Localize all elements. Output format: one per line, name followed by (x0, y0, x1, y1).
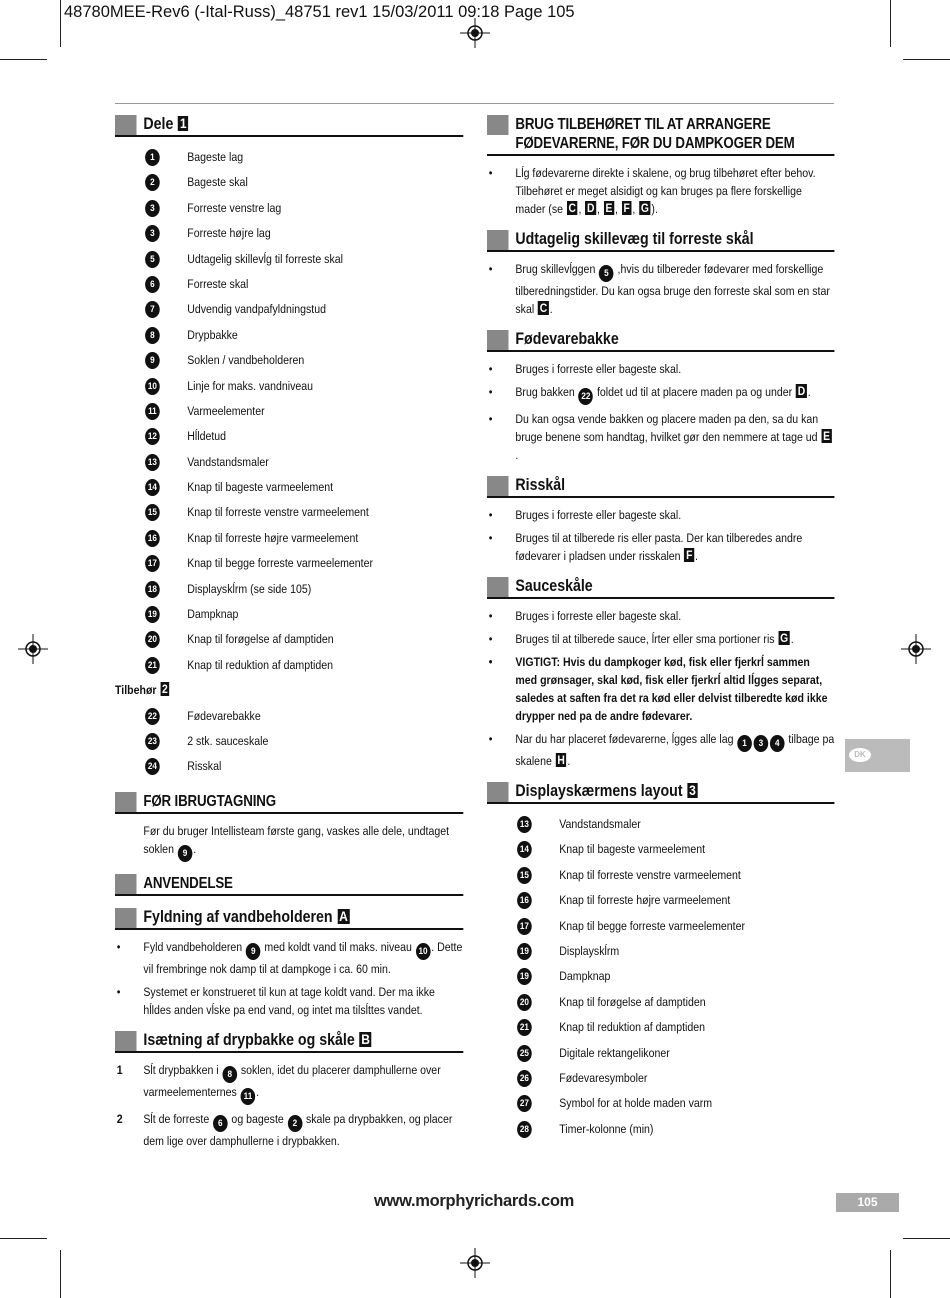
part-number-badge: 14 (145, 479, 160, 496)
part-number-badge: 2 (288, 1115, 303, 1132)
part-label: Fødevaresymboler (559, 1070, 648, 1085)
heading-marker (115, 115, 137, 135)
list-item (487, 1041, 834, 1066)
part-number-badge: 4 (770, 735, 785, 752)
list-item (487, 939, 834, 964)
text-run: og bageste (228, 1111, 287, 1126)
figure-letter-badge: E (605, 201, 613, 215)
part-label: Knap til forreste højre varmeelement (559, 893, 731, 908)
heading-marker (487, 476, 509, 496)
section-heading-text: Displayskærmens layout (515, 782, 683, 800)
list-item (115, 729, 463, 754)
text-run: soklen, idet du placerer damphullerne over varmeelementernes (143, 1062, 441, 1099)
heading-marker (115, 874, 137, 894)
list-item (487, 888, 834, 913)
crop-mark (60, 1250, 61, 1298)
bullet-item (487, 164, 834, 218)
part-number-badge: 23 (145, 733, 160, 750)
part-label: Dampknap (187, 607, 239, 622)
language-tab (845, 739, 910, 772)
list-item (115, 424, 463, 449)
bullet-marker: • (488, 508, 493, 522)
part-label: Fødevarebakke (187, 708, 261, 723)
heading-marker (115, 1031, 137, 1051)
part-number-badge: 8 (145, 327, 160, 344)
list-item (487, 1015, 834, 1040)
part-label: Risskal (187, 759, 222, 774)
list-item (115, 577, 463, 602)
section-heading-text: BRUG TILBEHØRET TIL AT ARRANGERE FØDEVARERNE, FØR DU DAMPKOGER DEM (515, 116, 795, 152)
part-label: Knap til bageste varmeelement (559, 842, 706, 857)
text-run: Nar du har placeret fødevarerne, ĺgges alle lag (515, 732, 737, 746)
list-item (487, 812, 834, 837)
part-number-badge: 16 (517, 892, 532, 909)
section-heading (487, 115, 834, 156)
part-number-badge: 26 (517, 1070, 532, 1087)
list-item (115, 627, 463, 652)
list-item (115, 500, 463, 525)
bullet-marker: • (488, 362, 493, 376)
crop-mark (0, 59, 47, 60)
list-item (115, 348, 463, 373)
part-number-badge: 10 (416, 943, 431, 960)
section-heading-text: Fødevarebakke (515, 330, 619, 348)
heading-marker (487, 577, 509, 597)
part-number-badge: 24 (145, 758, 160, 775)
text-run: , (597, 202, 603, 216)
part-label: Drypbakke (187, 327, 238, 342)
part-number-badge: 19 (517, 968, 532, 985)
part-label: Displayskĺrm (559, 943, 620, 958)
list-item (487, 863, 834, 888)
part-number-badge: 18 (145, 581, 160, 598)
bullet-item (487, 360, 834, 378)
section-heading-text: Risskål (515, 476, 566, 494)
section-heading-text: Udtagelig skillevæg til forreste skål (515, 230, 754, 248)
list-item (115, 526, 463, 551)
text-run: Bruges i forreste eller bageste skal. (515, 362, 682, 376)
part-number-badge: 20 (145, 631, 160, 648)
right-column (487, 115, 834, 1142)
list-item (487, 964, 834, 989)
list-item (115, 297, 463, 322)
bullet-item (487, 410, 834, 464)
left-column (115, 115, 463, 1155)
part-number-badge: 2 (145, 174, 160, 191)
list-item (115, 475, 463, 500)
part-number-badge: 10 (145, 378, 160, 395)
list-item (115, 704, 463, 729)
heading-marker (115, 792, 137, 812)
part-number-badge: 9 (145, 352, 160, 369)
figure-badge: 3 (689, 782, 696, 798)
bullet-item (487, 653, 834, 725)
bullet-item (487, 607, 834, 625)
part-label: Knap til reduktion af damptiden (187, 657, 334, 672)
bullet-marker: • (488, 609, 493, 623)
section-heading (487, 476, 834, 498)
text-run: . Dette vil frembringe nok damp til at dampkoge i ca. 60 min. (143, 939, 463, 976)
subheading (115, 678, 463, 703)
part-label: Knap til forreste højre varmeelement (187, 530, 359, 545)
part-number-badge: 25 (517, 1045, 532, 1062)
section-heading-text: Fyldning af vandbeholderen (143, 907, 333, 926)
part-label: Knap til forøgelse af damptiden (187, 632, 334, 647)
list-item (115, 272, 463, 297)
text-run: Du kan ogsa vende bakken og placere maden pa den, sa du kan bruge benene som handtag, hvilket gør den nemmere at tage ud (515, 412, 821, 444)
section-heading-text: Isætning af drypbakke og skåle (143, 1030, 355, 1049)
part-label: Forreste venstre lag (187, 200, 282, 215)
part-number-badge: 1 (145, 149, 160, 166)
part-number-badge: 19 (145, 606, 160, 623)
section-heading (115, 908, 463, 930)
list-item (115, 450, 463, 475)
registration-mark-icon (901, 634, 931, 664)
page-number: 105 (836, 1193, 899, 1212)
list-item (115, 196, 463, 221)
bullet-marker: • (488, 732, 493, 746)
text-run: Bruges til at tilberede ris eller pasta. Der kan tilberedes andre fødevarer i pladsen under risskalen (515, 531, 803, 563)
top-rule (115, 103, 834, 104)
part-number-badge: 21 (517, 1019, 532, 1036)
part-label: Digitale rektangelikoner (559, 1045, 670, 1060)
list-item (115, 551, 463, 576)
bullet-marker: • (488, 531, 493, 545)
subheading-text: Tilbehør (115, 683, 157, 698)
part-label: Forreste højre lag (187, 226, 271, 241)
bullet-marker: • (116, 939, 121, 954)
parts-list (115, 704, 463, 780)
text-run: , (614, 202, 621, 216)
heading-marker (487, 330, 509, 350)
heading-marker (487, 230, 509, 250)
part-label: Varmeelementer (187, 403, 265, 418)
text-run: . (515, 448, 519, 462)
registration-mark-icon (18, 634, 48, 664)
part-number-badge: 11 (241, 1088, 256, 1105)
text-run: VIGTIGT: Hvis du dampkoger kød, fisk eller fjerkrĺ sammen med grønsager, skal kød, fisk eller fjerkrĺ altid lĺgges separat, saledes at saften fra det ra kød eller delvist tilberedte kød ikke drypper ned pa de andre fødevarer. (515, 655, 828, 723)
list-item (487, 914, 834, 939)
figure-letter-badge: G (640, 201, 649, 215)
registration-mark-icon (460, 18, 490, 48)
parts-list (487, 812, 834, 1142)
list-item (487, 837, 834, 862)
bullet-item (487, 506, 834, 524)
section-heading (115, 792, 463, 814)
list-item (487, 990, 834, 1015)
text-run: Bruges i forreste eller bageste skal. (515, 609, 682, 623)
part-label: Forreste skal (187, 276, 249, 291)
part-number-badge: 9 (246, 943, 261, 960)
part-number-badge: 28 (517, 1121, 532, 1138)
part-label: Knap til begge forreste varmeelementer (187, 556, 373, 571)
part-label: Knap til forøgelse af damptiden (559, 994, 706, 1009)
figure-letter-badge: C (539, 301, 548, 315)
text-run: Før du bruger Intellisteam første gang, vaskes alle dele, undtaget soklen (143, 823, 450, 856)
figure-badge: A (339, 907, 348, 924)
crop-mark (890, 1250, 891, 1298)
part-number-badge: 13 (145, 454, 160, 471)
part-label: Knap til bageste varmeelement (187, 480, 334, 495)
list-item (115, 247, 463, 272)
part-number-badge: 20 (517, 994, 532, 1011)
part-number-badge: 19 (517, 943, 532, 960)
parts-list (115, 145, 463, 678)
figure-letter-badge: C (568, 201, 576, 215)
part-label: Dampknap (559, 969, 611, 984)
text-run: Bruges til at tilberede sauce, ĺrter eller sma portioner ris (515, 632, 778, 646)
part-label: Vandstandsmaler (187, 454, 269, 469)
part-number-badge: 11 (145, 403, 160, 420)
text-run: Brug bakken (515, 385, 578, 399)
text-run: ). (651, 202, 658, 216)
list-item (487, 1117, 834, 1142)
part-label: Knap til reduktion af damptiden (559, 1020, 706, 1035)
part-number-badge: 15 (145, 504, 160, 521)
text-run: ,hvis du tilbereder fødevarer med forskellige tilberedningstider. Du kan ogsa bruge den forreste skal som en star skal (515, 262, 830, 316)
part-label: 2 stk. sauceskale (187, 733, 269, 748)
part-number-badge: 3 (145, 225, 160, 242)
part-label: Bageste lag (187, 150, 244, 164)
crop-mark (890, 0, 891, 47)
figure-badge: B (361, 1030, 370, 1047)
bullet-item (487, 260, 834, 318)
section-heading (487, 782, 834, 804)
part-number-badge: 5 (145, 251, 160, 268)
figure-letter-badge: D (587, 201, 595, 215)
list-item (115, 653, 463, 678)
bullet-marker: • (488, 632, 493, 646)
list-item (115, 374, 463, 399)
list-item (115, 221, 463, 246)
part-label: Vandstandsmaler (559, 817, 641, 831)
bullet-item (115, 938, 463, 978)
text-run: . (549, 302, 553, 316)
paragraph (115, 822, 463, 862)
text-run: med koldt vand til maks. niveau (261, 939, 415, 954)
part-label: Timer-kolonne (min) (559, 1121, 654, 1136)
part-label: Linje for maks. vandniveau (187, 378, 314, 393)
bullet-item (487, 529, 834, 565)
part-label: Hĺldetud (187, 429, 227, 444)
text-run: foldet ud til at placere maden pa og under (594, 385, 796, 399)
part-label: Knap til begge forreste varmeelementer (559, 918, 745, 933)
figure-letter-badge: D (797, 384, 806, 398)
bullet-marker: • (488, 166, 493, 180)
part-number-badge: 8 (222, 1066, 237, 1083)
section-heading (487, 577, 834, 599)
part-number-badge: 13 (517, 816, 532, 833)
part-number-badge: 15 (517, 867, 532, 884)
website-url: www.morphyrichards.com (374, 1192, 575, 1210)
text-run: , (632, 202, 639, 216)
part-number-badge: 12 (145, 428, 160, 445)
text-run: . (694, 549, 698, 563)
print-slug: 48780MEE-Rev6 (-Ital-Russ)_48751 rev1 15/03/2011 09:18 Page 105 (64, 3, 575, 21)
crop-mark (903, 1238, 950, 1239)
list-item (115, 145, 463, 170)
step-number: 2 (116, 1111, 123, 1126)
part-number-badge: 6 (145, 276, 160, 293)
part-number-badge: 17 (145, 555, 160, 572)
part-number-badge: 22 (579, 388, 594, 405)
text-run: Sĺt de forreste (143, 1111, 213, 1126)
text-run: Fyld vandbeholderen (143, 939, 246, 954)
registration-mark-icon (460, 1248, 490, 1278)
part-label: Knap til forreste venstre varmeelement (559, 867, 741, 882)
part-label: Udvendig vandpafyldningstud (187, 302, 326, 317)
text-run: tilbage pa skalene (515, 732, 835, 768)
part-number-badge: 27 (517, 1095, 532, 1112)
section-heading (487, 330, 834, 352)
text-run: Brug skillevĺggen (515, 262, 599, 276)
text-run: Systemet er konstrueret til kun at tage koldt vand. Der ma ikke hĺldes anden vĺske pa end vand, og intet ma tilsĺttes vandet. (143, 984, 435, 1017)
figure-letter-badge: F (686, 548, 693, 562)
part-number-badge: 3 (145, 200, 160, 217)
part-number-badge: 14 (517, 841, 532, 858)
list-item (115, 323, 463, 348)
part-label: Displayskĺrm (se side 105) (187, 581, 312, 596)
part-number-badge: 21 (145, 657, 160, 674)
text-run: Sĺt drypbakken i (143, 1062, 222, 1077)
part-label: Soklen / vandbeholderen (187, 353, 305, 368)
text-run: , (578, 202, 585, 216)
heading-marker (487, 115, 509, 135)
section-heading-text: Sauceskåle (515, 577, 593, 595)
bullet-item (115, 983, 463, 1019)
text-run: . (256, 1084, 260, 1099)
list-item (115, 170, 463, 195)
list-item (115, 754, 463, 779)
figure-letter-badge: F (623, 201, 630, 215)
part-number-badge: 6 (213, 1115, 228, 1132)
section-heading (115, 874, 463, 896)
figure-letter-badge: G (780, 631, 789, 645)
part-number-badge: 1 (737, 735, 752, 752)
section-heading (115, 115, 463, 137)
text-run: Bruges i forreste eller bageste skal. (515, 508, 682, 522)
part-number-badge: 7 (145, 301, 160, 318)
language-tab-label: DK (849, 748, 871, 762)
bullet-marker: • (488, 655, 493, 669)
section-heading (115, 1031, 463, 1053)
part-label: Knap til forreste venstre varmeelement (187, 505, 369, 520)
section-heading-text: Dele (143, 115, 174, 133)
bullet-marker: • (488, 412, 493, 426)
crop-mark (903, 59, 950, 60)
bullet-marker: • (116, 984, 121, 999)
part-number-badge: 17 (517, 918, 532, 935)
list-item (115, 602, 463, 627)
bullet-item (487, 630, 834, 648)
text-run: Lĺg fødevarerne direkte i skalene, og brug tilbehøret efter behov. Tilbehøret er meget alsidigt og kan bruges pa flere forskellige mader (se (515, 166, 816, 216)
part-number-badge: 5 (599, 265, 614, 282)
figure-badge: 2 (162, 682, 168, 697)
text-run: . (193, 841, 197, 856)
part-number-badge: 22 (145, 708, 160, 725)
crop-mark (0, 1238, 47, 1239)
figure-letter-badge: H (557, 753, 565, 767)
bullet-marker: • (488, 262, 493, 276)
text-run: . (807, 385, 811, 399)
figure-letter-badge: E (823, 429, 830, 443)
bullet-item (487, 730, 834, 770)
numbered-step (115, 1110, 463, 1150)
bullet-marker: • (488, 385, 493, 399)
step-number: 1 (116, 1062, 123, 1077)
text-run: . (790, 632, 794, 646)
part-number-badge: 3 (754, 735, 769, 752)
numbered-step (115, 1061, 463, 1105)
part-number-badge: 16 (145, 530, 160, 547)
part-label: Symbol for at holde maden varm (559, 1096, 713, 1111)
part-label: Udtagelig skillevĺg til forreste skal (187, 251, 343, 266)
text-run: skale pa drypbakken, og placer dem lige over damphullerne i drypbakken. (143, 1111, 453, 1148)
part-number-badge: 9 (178, 845, 193, 862)
list-item (487, 1091, 834, 1116)
crop-mark (60, 0, 61, 47)
section-heading (487, 230, 834, 252)
part-label: Bageste skal (187, 175, 248, 190)
text-run: . (567, 754, 571, 768)
heading-marker (115, 908, 137, 928)
heading-marker (487, 782, 509, 802)
bullet-item (487, 383, 834, 405)
list-item (115, 399, 463, 424)
list-item (487, 1066, 834, 1091)
section-heading-text: FØR IBRUGTAGNING (143, 792, 276, 810)
section-heading-text: ANVENDELSE (143, 874, 233, 892)
figure-badge: 1 (179, 115, 187, 131)
